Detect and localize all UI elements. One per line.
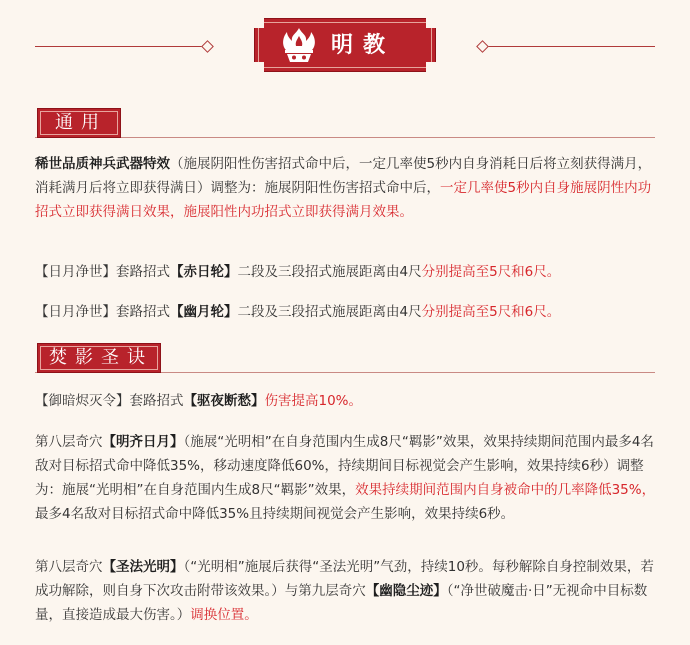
paragraph-text: 二段及三段招式施展距离由4尺 [237,304,422,320]
change-highlight: 伤害提高10%。 [264,393,363,409]
paragraph-text: 第八层奇穴 [35,559,103,575]
paragraph-text: （“光明相”施展后获得“圣法光明”气劲，持续10秒。每秒解除自身控制效果，若成功解除，则自身下次攻击附带该效果。）与第九层奇穴 [35,559,654,599]
paragraph-weapon-effect [35,152,660,224]
divider-right [487,46,655,47]
diamond-ornament-right [476,40,489,53]
talent-name: 【圣法光明】 [102,559,184,575]
title-plaque [254,18,436,72]
paragraph-text: 二段及三段招式施展距离由4尺 [237,264,422,280]
skill-name: 【驱夜断愁】 [183,393,265,409]
diamond-ornament-left [201,40,214,53]
paragraph-text: （施展阴阳性伤害招式命中后，一定几率使5秒内自身消耗日后将立刻获得满月，消耗满月后将立即获得满日）调整为：施展阴阳性伤害招式命中后， [35,156,652,196]
section-heading-fenying [35,343,655,375]
paragraph-quye-duanchou [35,389,660,413]
paragraph-text: 【日月净世】套路招式 [35,304,170,320]
paragraph-youyue-lun [35,300,660,324]
section-tag-label: 通用 [37,108,121,138]
paragraph-text: （施展“光明相”在自身范围内生成8尺“羁影”效果，效果持续期间范围内最多4名敌对目标招式命中降低35%，移动速度降低60%，持续期间目标视觉会产生影响，效果持续6秒）调整为：施展“光明相”在自身范围内生成8尺“羁影”效果， [35,434,654,498]
talent-name: 【幽隐尘迹】 [365,583,447,599]
change-highlight: 分别提高至5尺和6尺。 [421,304,561,320]
paragraph-text: 第八层奇穴 [35,434,103,450]
section-tag-label: 焚影圣诀 [37,343,161,373]
skill-name: 【幽月轮】 [170,304,238,320]
change-highlight: 效果持续期间范围内自身被命中的几率降低35%， [355,482,656,498]
paragraph-chiri-lun [35,260,660,284]
change-highlight: 一定几率使5秒内自身施展阴性内功招式立即获得满日效果，施展阳性内功招式立即获得满月效果。 [35,180,652,220]
flame-sect-emblem-icon [279,26,319,64]
paragraph-mingqi-riyue [35,430,660,526]
divider-left [35,46,203,47]
paragraph-text: （“净世破魔击·日”无视命中目标数量，直接造成最大伤害。） [35,583,648,623]
change-highlight: 调换位置。 [190,607,258,623]
change-highlight: 分别提高至5尺和6尺。 [421,264,561,280]
item-name: 稀世品质神兵武器特效 [35,156,170,172]
paragraph-shengfa-guangming [35,555,660,627]
talent-name: 【明齐日月】 [102,434,184,450]
page-title: 明教 [331,32,396,58]
skill-name: 【赤日轮】 [170,264,238,280]
paragraph-text: 【日月净世】套路招式 [35,264,170,280]
paragraph-text: 【御暗烬灭令】套路招式 [35,393,184,409]
paragraph-text: 最多4名敌对目标招式命中降低35%且持续期间视觉会产生影响，效果持续6秒。 [35,506,515,522]
header-banner [0,0,690,90]
section-heading-general [35,108,655,140]
